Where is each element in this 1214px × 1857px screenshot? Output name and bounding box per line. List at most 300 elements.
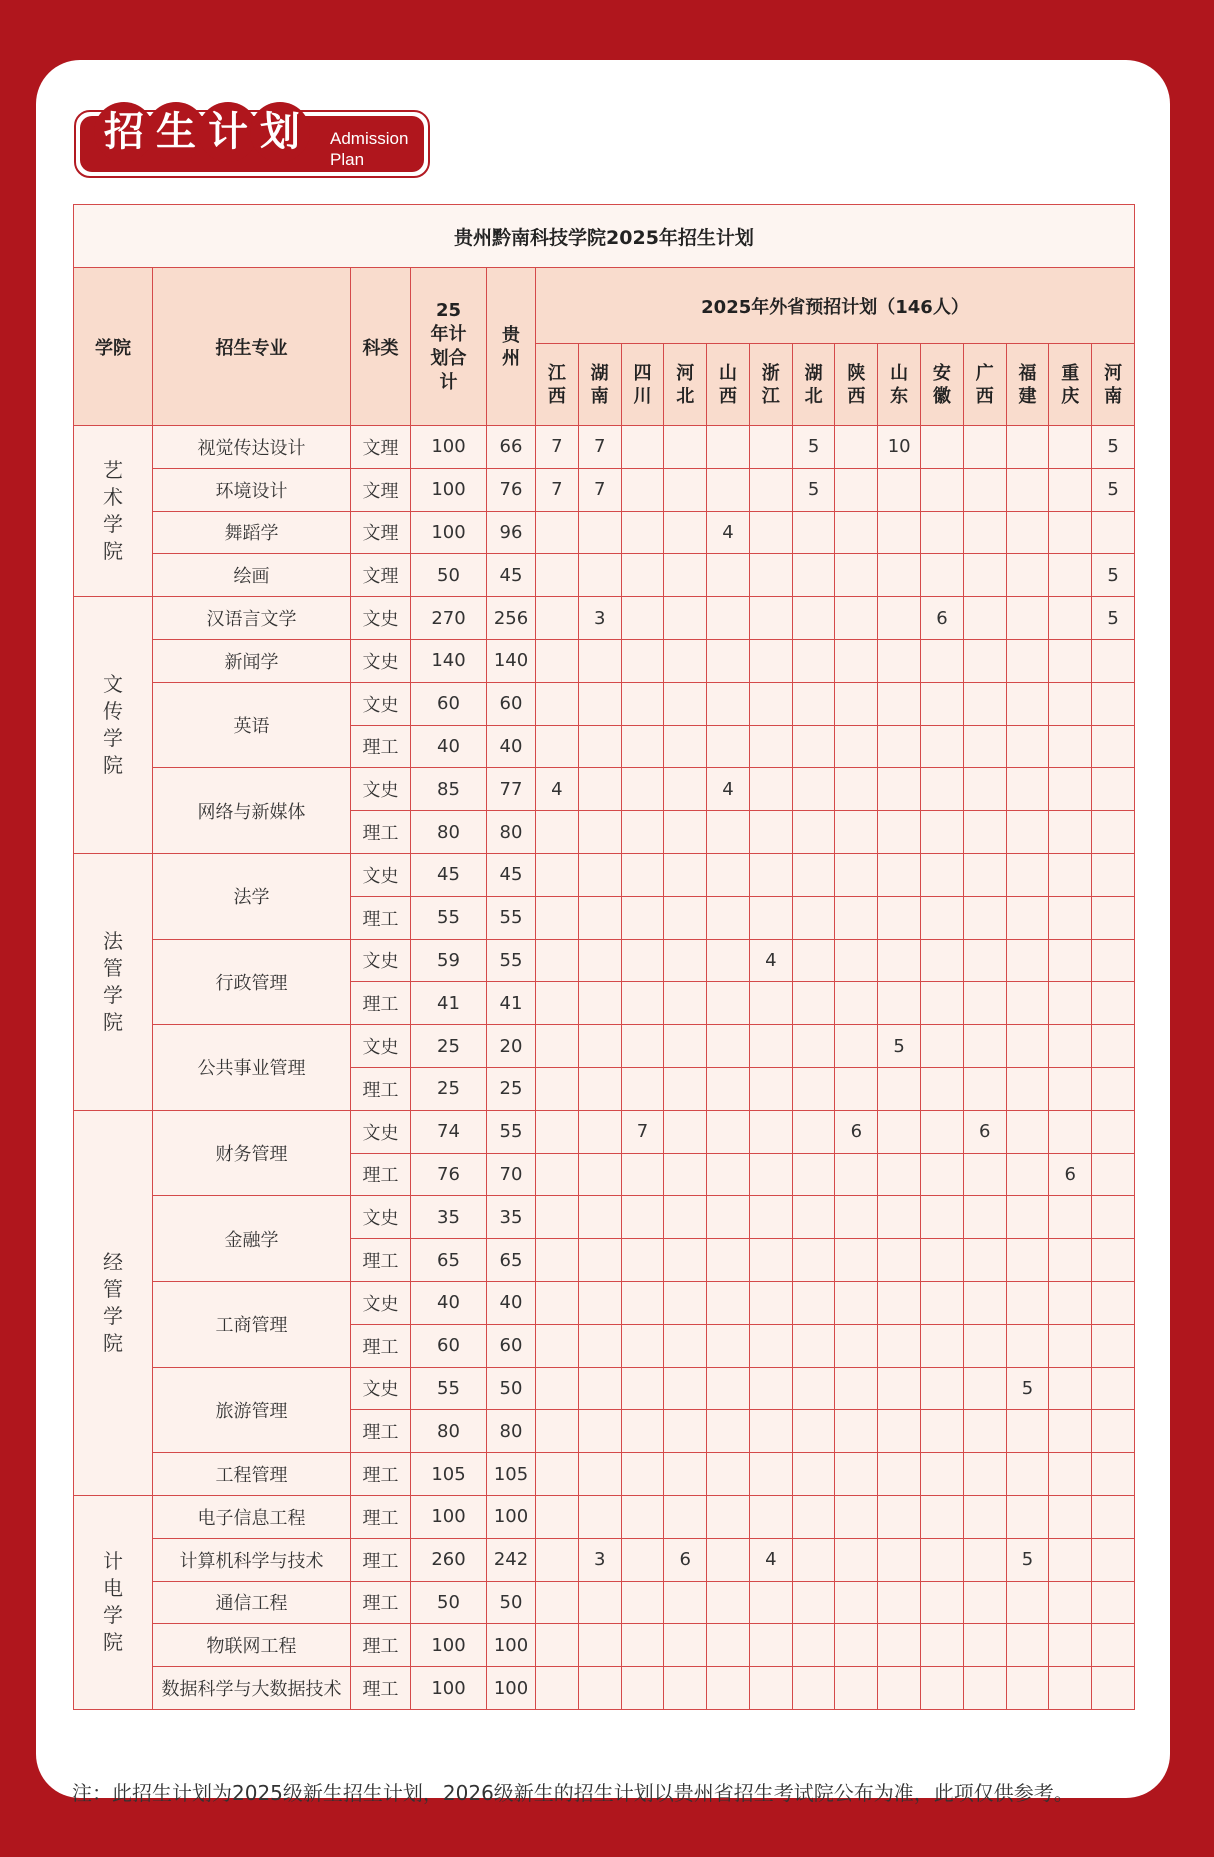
province-quota-cell [749,426,792,469]
province-quota-cell [749,982,792,1025]
province-quota-cell [1049,1538,1092,1581]
province-quota-cell: 4 [707,768,750,811]
province-quota-cell [749,768,792,811]
province-quota-cell [707,597,750,640]
province-quota-cell [878,1110,921,1153]
province-quota-cell [664,1453,707,1496]
table-row [74,597,1135,640]
province-quota-cell: 7 [578,426,621,469]
header-province-label: 重庆 [1061,362,1080,407]
province-quota-cell [707,1110,750,1153]
badge-title-char: 计 [198,102,258,162]
province-quota-cell [621,1667,664,1710]
province-quota-cell [835,1538,878,1581]
major-name: 视觉传达设计 [153,426,351,469]
guizhou-cell: 242 [487,1538,536,1581]
province-quota-cell: 5 [792,426,835,469]
province-quota-cell [664,554,707,597]
province-quota-cell [963,1667,1006,1710]
province-quota-cell [1092,939,1135,982]
header-province [792,344,835,426]
province-quota-cell [878,1367,921,1410]
province-quota-cell [1092,1667,1135,1710]
province-quota-cell [707,1196,750,1239]
province-quota-cell [1006,768,1049,811]
province-quota-cell [621,1153,664,1196]
province-quota-cell: 6 [835,1110,878,1153]
guizhou-cell: 77 [487,768,536,811]
province-quota-cell: 7 [536,426,579,469]
province-quota-cell [1092,1196,1135,1239]
major-name: 汉语言文学 [153,597,351,640]
province-quota-cell: 7 [621,1110,664,1153]
province-quota-cell [749,1153,792,1196]
subject-cell: 理工 [351,1667,411,1710]
subject-cell: 文理 [351,468,411,511]
subject-cell: 文史 [351,1110,411,1153]
major-name: 财务管理 [153,1110,351,1196]
province-quota-cell [963,1367,1006,1410]
province-quota-cell [536,1110,579,1153]
header-guizhou [487,268,536,426]
province-quota-cell [707,639,750,682]
province-quota-cell [878,896,921,939]
province-quota-cell [1049,1453,1092,1496]
province-quota-cell [1049,426,1092,469]
province-quota-cell [749,1453,792,1496]
province-quota-cell [792,1667,835,1710]
major-name: 物联网工程 [153,1624,351,1667]
province-quota-cell [921,639,964,682]
total-cell: 100 [411,1495,487,1538]
province-quota-cell [749,554,792,597]
province-quota-cell [963,1453,1006,1496]
subject-cell: 文理 [351,554,411,597]
province-quota-cell [963,1410,1006,1453]
province-quota-cell [664,1153,707,1196]
province-quota-cell [1006,725,1049,768]
guizhou-cell: 80 [487,811,536,854]
table-row [74,511,1135,554]
header-province [707,344,750,426]
province-quota-cell [749,1281,792,1324]
province-quota-cell [792,811,835,854]
table-row [74,939,1135,982]
major-name: 旅游管理 [153,1367,351,1453]
province-quota-cell [792,1495,835,1538]
college-name-cell [74,426,153,597]
province-quota-cell [1006,1495,1049,1538]
province-quota-cell [1006,1667,1049,1710]
header-province [835,344,878,426]
province-quota-cell [707,1667,750,1710]
province-quota-cell [1092,1025,1135,1068]
guizhou-cell: 140 [487,639,536,682]
province-quota-cell [578,1324,621,1367]
province-quota-cell [921,1495,964,1538]
header-province-label: 河南 [1104,362,1123,407]
subject-cell: 文史 [351,1281,411,1324]
province-quota-cell [536,1538,579,1581]
province-quota-cell [835,725,878,768]
province-quota-cell [664,1196,707,1239]
province-quota-cell: 6 [921,597,964,640]
province-quota-cell [792,1367,835,1410]
header-total [411,268,487,426]
province-quota-cell [921,1410,964,1453]
province-quota-cell [578,682,621,725]
province-quota-cell [792,554,835,597]
province-quota-cell [835,682,878,725]
province-quota-cell [621,1581,664,1624]
province-quota-cell [664,1410,707,1453]
province-quota-cell [621,939,664,982]
province-quota-cell [921,1153,964,1196]
table-row [74,468,1135,511]
subject-cell: 理工 [351,1324,411,1367]
province-quota-cell [792,1624,835,1667]
province-quota-cell [707,1067,750,1110]
province-quota-cell [707,1153,750,1196]
province-quota-cell [536,1367,579,1410]
province-quota-cell [1049,468,1092,511]
province-quota-cell [878,511,921,554]
province-quota-cell [707,682,750,725]
badge-subtitle [330,128,408,170]
province-quota-cell [1092,853,1135,896]
subject-cell: 文史 [351,1196,411,1239]
province-quota-cell [792,511,835,554]
province-quota-cell [707,1025,750,1068]
province-quota-cell [536,1324,579,1367]
province-quota-cell [1006,1067,1049,1110]
province-quota-cell [878,1239,921,1282]
province-quota-cell [1006,1239,1049,1282]
province-quota-cell [921,1196,964,1239]
province-quota-cell [621,1239,664,1282]
province-quota-cell [621,1624,664,1667]
province-quota-cell [536,725,579,768]
table-row [74,1624,1135,1667]
province-quota-cell [621,1196,664,1239]
province-quota-cell [707,554,750,597]
province-quota-cell [792,682,835,725]
province-quota-cell [963,725,1006,768]
province-quota-cell [878,1281,921,1324]
province-quota-cell [1049,511,1092,554]
province-quota-cell [578,768,621,811]
province-quota-cell [835,1367,878,1410]
province-quota-cell [749,468,792,511]
province-quota-cell [1092,1110,1135,1153]
province-quota-cell: 5 [1092,554,1135,597]
province-quota-cell [792,896,835,939]
province-quota-cell [621,1025,664,1068]
province-quota-cell [1006,1581,1049,1624]
province-quota-cell [963,682,1006,725]
badge-title-char: 划 [250,102,310,162]
province-quota-cell [963,811,1006,854]
province-quota-cell [1049,554,1092,597]
province-quota-cell: 4 [749,939,792,982]
province-quota-cell [878,1324,921,1367]
guizhou-cell: 76 [487,468,536,511]
total-cell: 50 [411,1581,487,1624]
province-quota-cell [578,1153,621,1196]
province-quota-cell [1049,853,1092,896]
province-quota-cell [621,1538,664,1581]
province-quota-cell [878,468,921,511]
province-quota-cell [921,468,964,511]
province-quota-cell [835,1624,878,1667]
province-quota-cell [664,725,707,768]
total-cell: 60 [411,682,487,725]
header-province-label: 河北 [676,362,695,407]
province-quota-cell [664,811,707,854]
province-quota-cell [1006,1196,1049,1239]
province-quota-cell [536,554,579,597]
province-quota-cell [664,682,707,725]
province-quota-cell [921,1538,964,1581]
province-quota-cell [707,1324,750,1367]
subject-cell: 理工 [351,982,411,1025]
province-quota-cell [536,511,579,554]
college-name: 文传学院 [103,672,123,778]
guizhou-cell: 50 [487,1581,536,1624]
college-name-cell [74,853,153,1110]
province-quota-cell [536,597,579,640]
header-college: 学院 [74,268,153,426]
subject-cell: 理工 [351,1153,411,1196]
province-quota-cell [1092,1538,1135,1581]
total-cell: 35 [411,1196,487,1239]
province-quota-cell [578,982,621,1025]
major-name: 电子信息工程 [153,1495,351,1538]
province-quota-cell [921,511,964,554]
province-quota-cell [963,511,1006,554]
table-row [74,1538,1135,1581]
province-quota-cell [878,1153,921,1196]
college-name: 法管学院 [103,928,123,1034]
total-cell: 65 [411,1239,487,1282]
major-name: 法学 [153,853,351,939]
major-name: 绘画 [153,554,351,597]
province-quota-cell [664,1367,707,1410]
province-quota-cell [1006,1410,1049,1453]
table-row [74,1367,1135,1410]
header-guizhou-label: 贵州 [502,324,520,369]
header-province-label: 广西 [975,362,994,407]
province-quota-cell: 10 [878,426,921,469]
major-name: 金融学 [153,1196,351,1282]
province-quota-cell [878,725,921,768]
province-quota-cell [835,597,878,640]
college-name-cell [74,1495,153,1709]
header-major: 招生专业 [153,268,351,426]
province-quota-cell [1006,1324,1049,1367]
province-quota-cell [792,1581,835,1624]
table-row [74,1025,1135,1068]
province-quota-cell [1092,1067,1135,1110]
province-quota-cell [792,639,835,682]
province-quota-cell [1049,1367,1092,1410]
province-quota-cell [1092,682,1135,725]
province-quota-cell [963,768,1006,811]
header-province [963,344,1006,426]
province-quota-cell [1006,1025,1049,1068]
province-quota-cell [536,1239,579,1282]
college-name: 计电学院 [103,1549,123,1655]
total-cell: 100 [411,468,487,511]
province-quota-cell [792,1453,835,1496]
province-quota-cell [536,811,579,854]
province-quota-cell [921,811,964,854]
table-row [74,639,1135,682]
province-quota-cell [1049,982,1092,1025]
province-quota-cell [578,639,621,682]
header-province-label: 山东 [890,362,909,407]
table-row [74,1281,1135,1324]
province-quota-cell [1092,1453,1135,1496]
province-quota-cell [835,1281,878,1324]
province-quota-cell: 4 [536,768,579,811]
province-quota-cell [963,597,1006,640]
province-quota-cell [963,1538,1006,1581]
major-name: 网络与新媒体 [153,768,351,854]
subject-cell: 文史 [351,939,411,982]
province-quota-cell [1092,1239,1135,1282]
total-cell: 260 [411,1538,487,1581]
province-quota-cell [878,1667,921,1710]
province-quota-cell [921,1581,964,1624]
province-quota-cell [664,1495,707,1538]
province-quota-cell [963,1239,1006,1282]
province-quota-cell [664,639,707,682]
province-quota-cell [878,768,921,811]
major-name: 通信工程 [153,1581,351,1624]
province-quota-cell [835,1025,878,1068]
province-quota-cell [664,1110,707,1153]
table-row [74,1196,1135,1239]
college-name: 经管学院 [103,1249,123,1355]
province-quota-cell [749,511,792,554]
province-quota-cell [664,426,707,469]
province-quota-cell [1092,1581,1135,1624]
province-quota-cell [835,853,878,896]
province-quota-cell [963,426,1006,469]
table-row [74,1581,1135,1624]
province-quota-cell [536,896,579,939]
province-quota-cell [1092,896,1135,939]
badge-subtitle-line: Admission [330,129,409,148]
header-province [921,344,964,426]
province-quota-cell [878,939,921,982]
province-quota-cell [536,1067,579,1110]
province-quota-cell [621,768,664,811]
province-quota-cell [963,1324,1006,1367]
subject-cell: 理工 [351,811,411,854]
province-quota-cell [878,597,921,640]
province-quota-cell [792,597,835,640]
subject-cell: 理工 [351,1624,411,1667]
province-quota-cell [707,1538,750,1581]
province-quota-cell [749,639,792,682]
province-quota-cell [621,896,664,939]
province-quota-cell [1006,426,1049,469]
province-quota-cell [878,1581,921,1624]
province-quota-cell [963,853,1006,896]
province-quota-cell [1092,1324,1135,1367]
province-quota-cell [536,853,579,896]
province-quota-cell [1092,1495,1135,1538]
province-quota-cell [621,468,664,511]
province-quota-cell [707,1239,750,1282]
province-quota-cell [664,1239,707,1282]
badge-title-char: 生 [146,102,206,162]
province-quota-cell [749,1324,792,1367]
table-row [74,1453,1135,1496]
province-quota-cell [835,1324,878,1367]
province-quota-cell [878,811,921,854]
province-quota-cell [792,725,835,768]
province-quota-cell [1006,682,1049,725]
province-quota-cell [1049,1624,1092,1667]
province-quota-cell [835,1581,878,1624]
province-quota-cell [1049,896,1092,939]
province-quota-cell [1006,597,1049,640]
major-name: 数据科学与大数据技术 [153,1667,351,1710]
province-quota-cell [621,853,664,896]
total-cell: 76 [411,1153,487,1196]
major-name: 环境设计 [153,468,351,511]
province-quota-cell [1049,639,1092,682]
province-quota-cell [1006,896,1049,939]
province-quota-cell [536,639,579,682]
total-cell: 80 [411,811,487,854]
subject-cell: 理工 [351,1067,411,1110]
header-province [1092,344,1135,426]
province-quota-cell [536,1495,579,1538]
province-quota-cell [792,1110,835,1153]
guizhou-cell: 66 [487,426,536,469]
header-total-label: 25年计划合计 [430,299,467,393]
province-quota-cell [1092,811,1135,854]
province-quota-cell [578,1025,621,1068]
college-name: 艺术学院 [103,458,123,564]
province-quota-cell [1006,811,1049,854]
province-quota-cell [1049,1025,1092,1068]
province-quota-cell [1049,1067,1092,1110]
province-quota-cell [621,1453,664,1496]
subject-cell: 文史 [351,597,411,640]
province-quota-cell [578,1110,621,1153]
province-quota-cell [749,1025,792,1068]
province-quota-cell [664,1581,707,1624]
province-quota-cell [578,1367,621,1410]
province-quota-cell [921,1110,964,1153]
guizhou-cell: 65 [487,1239,536,1282]
province-quota-cell [621,811,664,854]
header-province [536,344,579,426]
province-quota-cell [963,1624,1006,1667]
province-quota-cell [921,426,964,469]
province-quota-cell [792,1538,835,1581]
subject-cell: 理工 [351,1410,411,1453]
province-quota-cell [1006,639,1049,682]
total-cell: 105 [411,1453,487,1496]
province-quota-cell [1092,1153,1135,1196]
province-quota-cell [749,1667,792,1710]
